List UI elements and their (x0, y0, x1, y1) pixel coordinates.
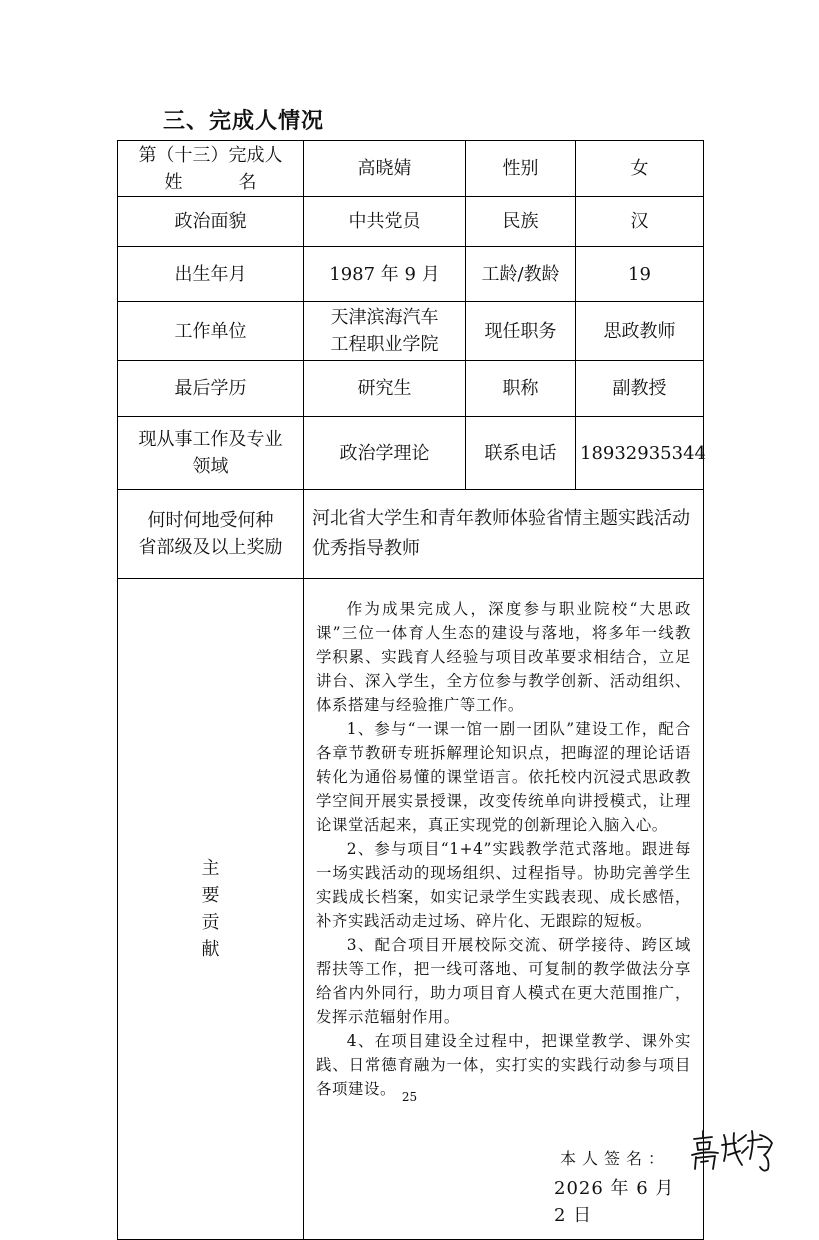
table-row (118, 579, 704, 1240)
workplace-value-line1: 天津滨海汽车 (330, 307, 439, 328)
table-row (118, 197, 704, 247)
phone-value: 18932935344 (576, 417, 704, 490)
contribution-paragraph: 4、在项目建设全过程中，把课堂教学、课外实践、日常德育融为一体，实打实的实践行动参与项目各项建设。 (316, 1032, 691, 1098)
contribution-paragraph: 作为成果完成人，深度参与职业院校“大思政课”三位一体育人生态的建设与落地，将多年一线教学积累、实践育人经验与项目改革要求相结合，立足讲台、深入学生，全方位参与教学创新、活动组织、体系搭建与经验推广等工作。 (316, 600, 691, 714)
contribution-paragraph: 3、配合项目开展校际交流、研学接待、跨区域帮扶等工作，把一线可落地、可复制的教学做法分享给省内外同行，助力项目育人模式在更大范围推广，发挥示范辐射作用。 (316, 936, 691, 1026)
contribution-paragraph: 2、参与项目“1+4”实践教学范式落地。跟进每一场实践活动的现场组织、过程指导。协助完善学生实践成长档案，如实记录学生实践表现、成长感悟，补齐实践活动走过场、碎片化、无跟踪的短板。 (316, 840, 691, 930)
workplace-value-line2: 工程职业学院 (330, 334, 439, 355)
signature-label: 本人签名： (560, 1149, 671, 1168)
contribution-content (304, 579, 704, 1240)
contribution-paragraph: 1、参与“一课一馆一剧一团队”建设工作，配合各章节教研专班拆解理论知识点，把晦涩的理论话语转化为通俗易懂的课堂语言。依托校内沉浸式思政教学空间开展实景授课，改变传统单向讲授模式，让理论课堂活起来，真正实现党的创新理论入脑入心。 (316, 720, 691, 834)
section-heading: 三、完成人情况 (163, 109, 325, 134)
birth-value: 1987 年 9 月 (304, 247, 466, 302)
sign-date: 2026 年 6 月 2 日 (554, 1178, 675, 1226)
contribution-label-char: 贡 (201, 912, 220, 933)
contribution-label-char: 主 (201, 858, 220, 879)
education-label: 最后学历 (118, 361, 304, 417)
ethnicity-label: 民族 (466, 197, 576, 247)
education-value: 研究生 (304, 361, 466, 417)
ethnicity-value: 汉 (576, 197, 704, 247)
politics-label: 政治面貌 (118, 197, 304, 247)
award-label-line2: 省部级及以上奖励 (138, 537, 283, 558)
name-label-line1: 第（十三）完成人 (138, 144, 283, 166)
table-row (118, 417, 704, 490)
workplace-value-cell (304, 302, 466, 361)
signature-row (316, 1141, 691, 1175)
contribution-label-char: 要 (201, 885, 220, 906)
award-value: 河北省大学生和青年教师体验省情主题实践活动优秀指导教师 (304, 490, 704, 579)
seniority-label: 工龄/教龄 (466, 247, 576, 302)
field-label-cell (118, 417, 304, 490)
name-label-cell (118, 141, 304, 197)
birth-label: 出生年月 (118, 247, 304, 302)
gender-label: 性别 (466, 141, 576, 197)
contribution-label-cell (118, 579, 304, 1240)
table-row (118, 302, 704, 361)
position-value: 思政教师 (576, 302, 704, 361)
title-label: 职称 (466, 361, 576, 417)
table-row (118, 490, 704, 579)
position-label: 现任职务 (466, 302, 576, 361)
personnel-info-table (117, 140, 704, 1240)
name-value: 高晓婧 (304, 141, 466, 197)
name-label-xing: 姓 (164, 171, 183, 193)
award-label-cell (118, 490, 304, 579)
name-label-ming: 名 (238, 171, 257, 193)
contribution-label-char: 献 (201, 939, 220, 960)
field-label-line2: 领域 (192, 456, 229, 477)
table-row (118, 361, 704, 417)
politics-value: 中共党员 (304, 197, 466, 247)
award-label-line1: 何时何地受何种 (147, 510, 274, 531)
phone-label: 联系电话 (466, 417, 576, 490)
title-value: 副教授 (576, 361, 704, 417)
seniority-value: 19 (576, 247, 704, 302)
handwritten-signature (688, 1125, 778, 1175)
field-label-line1: 现从事工作及专业 (138, 429, 283, 450)
table-row (118, 247, 704, 302)
field-value: 政治学理论 (304, 417, 466, 490)
workplace-label: 工作单位 (118, 302, 304, 361)
gender-value: 女 (576, 141, 704, 197)
page-number: 25 (401, 1090, 418, 1104)
table-row (118, 141, 704, 197)
